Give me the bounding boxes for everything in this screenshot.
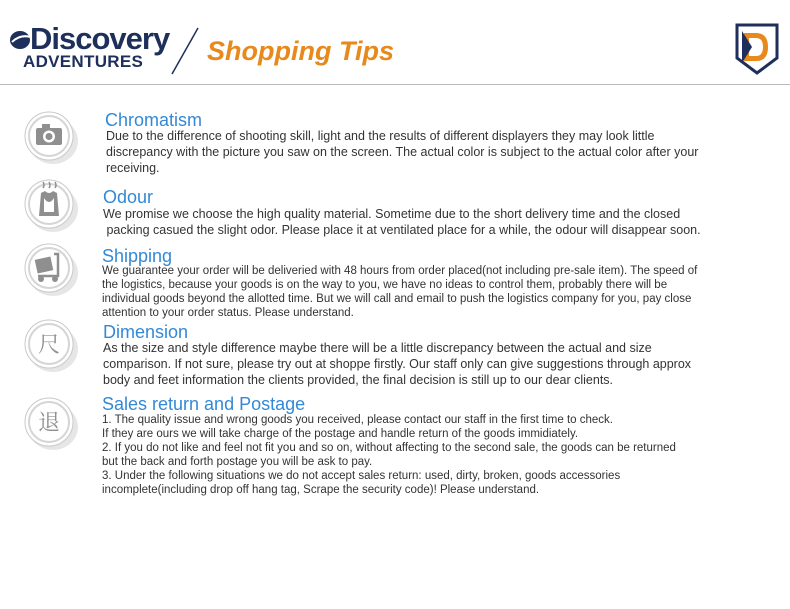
- ruler-char-icon: [22, 316, 78, 372]
- tip-body-chromatism: [106, 128, 698, 176]
- tip-title-shipping: Shipping: [102, 246, 173, 266]
- tip-title-odour: Odour: [103, 187, 154, 207]
- tip-line: We guarantee your order will be deliveried with 48 hours from order placed(not including pre-sale item). The speed of: [102, 265, 698, 277]
- page-header: [0, 0, 790, 84]
- logo-wordmark-top: Discovery: [30, 21, 170, 56]
- tip-body-shipping: [102, 264, 697, 320]
- tip-title-dimension: Dimension: [103, 322, 189, 342]
- camera-icon: [22, 108, 78, 164]
- tip-line: 2. If you do not like and feel not fit you and so on, without affecting to the second sale, the goods can be returned: [102, 442, 676, 454]
- tip-line: discrepancy with the picture you saw on the screen. The actual color is subject to the actual color after your: [106, 145, 699, 159]
- tip-title-chromatism: Chromatism: [105, 110, 203, 130]
- tip-title-sales-return: Sales return and Postage: [102, 394, 306, 414]
- tip-line: We promise we choose the high quality material. Sometime due to the short delivery time and the closed: [103, 207, 681, 221]
- odour-shirt-icon: [22, 176, 78, 232]
- tip-line: incomplete(including drop off hang tag, Scrape the security code)! Please understand.: [102, 484, 540, 496]
- tip-line: 3. Under the following situations we do not accept sales return: used, dirty, broken, goods accessories: [102, 470, 621, 482]
- logo-wordmark-bottom: ADVENTURES: [23, 52, 144, 71]
- return-glyph: 退: [37, 411, 61, 436]
- tip-line: If they are ours we will take charge of the postage and handle return of the goods immidiately.: [102, 428, 579, 440]
- tip-line: body and feet information the clients provided, the final decision is still up to our dear clients.: [103, 373, 614, 387]
- tip-line: but the back and forth postage you will be ask to pay.: [102, 456, 373, 468]
- tip-line: As the size and style difference maybe there will be a little discrepancy between the actual and size: [103, 341, 652, 355]
- tip-line: attention to your order status. Please understand.: [102, 307, 354, 319]
- ruler-glyph: 尺: [37, 333, 61, 358]
- tip-body-sales-return: [102, 413, 676, 497]
- tip-line: packing casued the slight odor. Please place it at ventilated place for a while, the odour will disappear soon.: [103, 223, 701, 237]
- tip-body-odour: [103, 206, 701, 238]
- tip-line: comparison. If not sure, please try out at shoppe firstly. Our staff only can give suggestions through approx: [103, 357, 692, 371]
- return-char-icon: [22, 394, 78, 450]
- tip-line: Due to the difference of shooting skill, light and the results of different displayers they may look little: [106, 129, 655, 143]
- tip-body-dimension: [103, 340, 691, 388]
- tip-line: the logistics, because your goods is on the way to you, we have no ideas to control them, probably there will be: [102, 279, 668, 291]
- header-divider: [170, 26, 200, 76]
- header-divider-line: [0, 84, 790, 85]
- tip-line: individual goods beyond the allotted time. But we will call and email to push the logistics company for you, pay close: [102, 293, 692, 305]
- discovery-shield-badge-icon: [734, 22, 780, 76]
- tip-line: 1. The quality issue and wrong goods you received, please contact our staff in the first time to check.: [102, 414, 613, 426]
- tip-line: receiving.: [106, 161, 160, 175]
- page-title: Shopping Tips: [207, 36, 394, 66]
- logo-globe-icon: [10, 31, 32, 49]
- delivery-cart-icon: [22, 240, 78, 296]
- discovery-adventures-logo[interactable]: [10, 22, 185, 74]
